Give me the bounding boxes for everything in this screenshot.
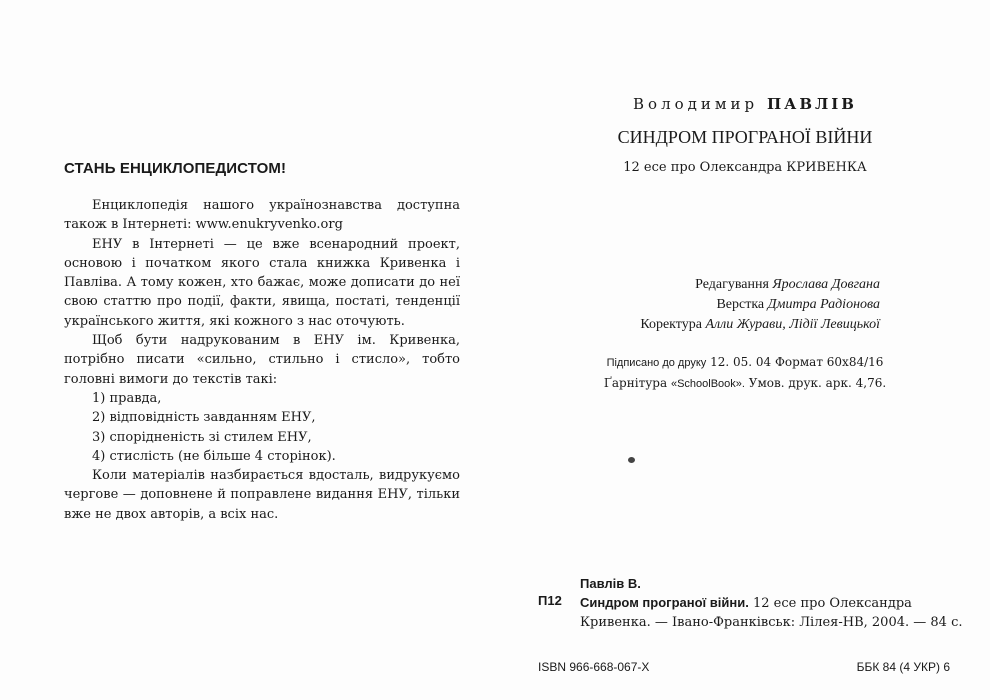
credit-line-proofreading [640, 315, 880, 335]
book-subtitle: 12 есе про Олександра КРИВЕНКА [623, 160, 867, 175]
bib-line-title [580, 593, 940, 613]
bib-classification-code: П12 [538, 593, 562, 608]
print-info-line-2 [500, 373, 990, 394]
print-sheets: Умов. друк. арк. 4,76. [748, 376, 887, 390]
paragraph-project: ЕНУ в Інтернеті — це вже всенародний проект, основою і початком якого стала книжка Кривенка і Павліва. А тому кожен, хто бажає, може дописати до неї свою статтю про події, факти, явища, постаті, тенденції українського життя, які кожного з нас оточують. [64, 236, 460, 329]
bib-imprint: Кривенка. — Івано-Франківськ: Лілея-НВ, 2004. — 84 с. [580, 615, 963, 630]
bib-author: Павлів В. [580, 576, 641, 591]
bibliographic-record [580, 574, 963, 632]
credit-names: Алли Журави, Лідії Левицької [705, 317, 880, 332]
author-first-name: Володимир [633, 95, 759, 113]
bib-subtitle: 12 есе про Олександра [753, 596, 912, 611]
credit-role: Редагування [695, 277, 769, 292]
credit-line-layout [640, 295, 880, 315]
credit-role: Верстка [716, 297, 765, 312]
credit-names: Ярослава Довгана [772, 277, 880, 292]
requirement-item: 4) стислість (не більше 4 сторінок). [92, 448, 336, 464]
paragraph-internet: Енциклопедія нашого українознавства доступна також в Інтернеті: www.enukryvenko.org [64, 198, 460, 233]
signed-to-print-label: Підписано до друку [606, 357, 707, 369]
bib-title: Синдром програної війни. [580, 595, 749, 610]
signed-to-print-value: 12. 05. 04 Формат 60х84/16 [710, 355, 884, 369]
book-title: СИНДРОМ ПРОГРАНОЇ ВІЙНИ [617, 127, 873, 147]
requirement-item: 2) відповідність завданням ЕНУ, [92, 410, 316, 426]
requirement-item: 3) спорідненість зі стилем ЕНУ, [92, 429, 312, 445]
author-last-name: ПАВЛІВ [766, 95, 857, 113]
isbn: ISBN 966-668-067-X [538, 660, 650, 674]
print-info [500, 352, 990, 394]
credit-names: Дмитра Радіонова [767, 297, 880, 312]
credits-block [640, 275, 880, 335]
left-page-body [64, 196, 460, 524]
ink-speck [628, 457, 635, 463]
credit-line-editing [640, 275, 880, 295]
right-page [500, 0, 990, 700]
credit-role: Коректура [640, 317, 702, 332]
typeface-label: Ґарнітура [603, 376, 668, 390]
paragraph-requirements-intro: Щоб бути надрукованим в ЕНУ ім. Кривенка, потрібно писати «сильно, стильно і стисло», тобто головні вимоги до текстів такі: [64, 333, 460, 387]
requirement-item: 1) правда, [92, 390, 162, 406]
bbk-code: ББК 84 (4 УКР) 6 [856, 660, 950, 674]
paragraph-next-edition: Коли матеріалів назбирається вдосталь, видрукуємо чергове — доповнене й поправлене видання ЕНУ, тільки вже не двох авторів, а всіх нас. [64, 468, 460, 522]
print-info-line-1 [500, 352, 990, 373]
typeface-value: «SchoolBook». [670, 378, 745, 390]
left-page-title: СТАНЬ ЕНЦИКЛОПЕДИСТОМ! [64, 160, 287, 177]
author-name [500, 95, 990, 113]
